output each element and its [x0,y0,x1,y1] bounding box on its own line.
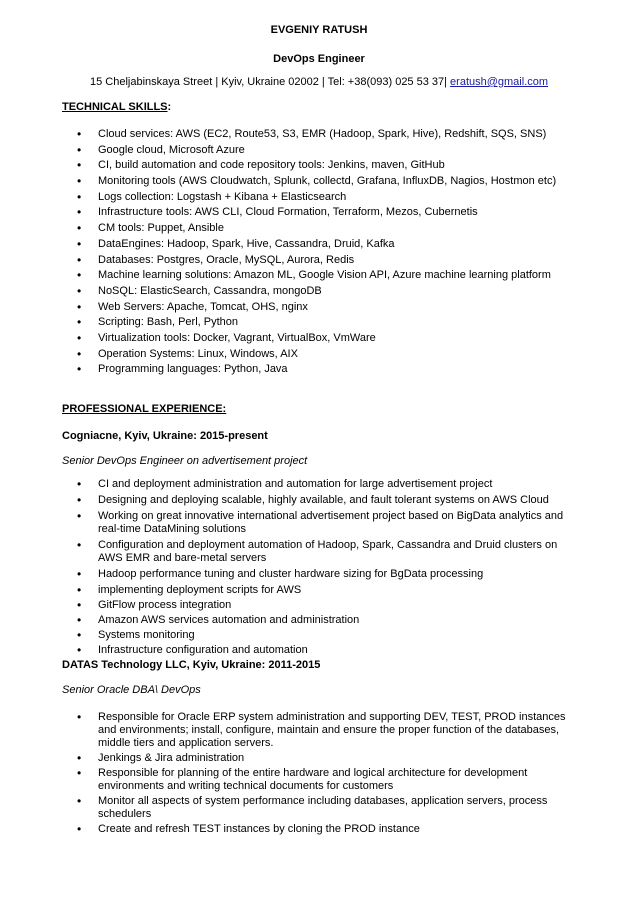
job-1-company: Cogniacne, Kyiv, Ukraine: 2015-present [62,430,268,442]
list-item: • Infrastructure configuration and automation [62,644,582,657]
list-item: • Machine learning solutions: Amazon ML, Google Vision API, Azure machine learning platform [62,269,582,282]
job-1-position: Senior DevOps Engineer on advertisement project [62,455,308,467]
list-item: • DataEngines: Hadoop, Spark, Hive, Cassandra, Druid, Kafka [62,238,582,251]
list-item: • Infrastructure tools: AWS CLI, Cloud Formation, Terraform, Mezos, Cubernetis [62,206,582,219]
list-item: • Virtualization tools: Docker, Vagrant, VirtualBox, VmWare [62,332,582,345]
list-item: • Hadoop performance tuning and cluster hardware sizing for BgData processing [62,568,582,581]
list-item: • Cloud services: AWS (EC2, Route53, S3, EMR (Hadoop, Spark, Hive), Redshift, SQS, SNS) [62,128,582,141]
list-item: • Logs collection: Logstash + Kibana + Elasticsearch [62,191,582,204]
list-item: • Amazon AWS services automation and administration [62,614,582,627]
list-item: • Scripting: Bash, Perl, Python [62,316,582,329]
list-item: • Web Servers: Apache, Tomcat, OHS, nginx [62,301,582,314]
list-item: • Monitor all aspects of system performance including databases, application servers, process schedulers [62,795,582,821]
list-item: • Systems monitoring [62,629,582,642]
list-item: • CI, build automation and code repository tools: Jenkins, maven, GitHub [62,159,582,172]
job-1-duties [62,478,582,657]
list-item: • Google cloud, Microsoft Azure [62,144,582,157]
list-item: • Responsible for Oracle ERP system administration and supporting DEV, TEST, PROD instances and environments; install, configure, maintain and ensure the proper function of the databases, middle tiers and application servers. [62,711,582,750]
list-item: • implementing deployment scripts for AWS [62,584,582,597]
list-item: • CI and deployment administration and automation for large advertisement project [62,478,582,491]
email-link[interactable]: eratush@gmail.com [450,76,549,88]
job-2-duties [62,711,582,836]
resume-name: EVGENIY RATUSH [270,24,368,36]
job-2-position: Senior Oracle DBA\ DevOps [62,684,201,696]
list-item: • Programming languages: Python, Java [62,363,582,376]
experience-heading-text: PROFESSIONAL EXPERIENCE: [62,403,227,415]
list-item: • Monitoring tools (AWS Cloudwatch, Splunk, collectd, Grafana, InfluxDB, Nagios, Hostmon etc) [62,175,582,188]
contact-details: 15 Cheljabinskaya Street | Kyiv, Ukraine 02002 | Tel: +38(093) 025 53 37| [89,76,451,88]
experience-heading [62,403,226,415]
technical-skills-heading-colon: : [167,101,172,113]
list-item: • Jenkings & Jira administration [62,752,582,765]
technical-skills-heading [62,101,171,113]
list-item: • Designing and deploying scalable, highly available, and fault tolerant systems on AWS Cloud [62,494,582,507]
list-item: • Responsible for planning of the entire hardware and logical architecture for development environments and writing technical documents for customers [62,767,582,793]
list-item: • Databases: Postgres, Oracle, MySQL, Aurora, Redis [62,254,582,267]
skills-list [62,128,582,379]
list-item: • CM tools: Puppet, Ansible [62,222,582,235]
technical-skills-heading-text: TECHNICAL SKILLS [62,101,168,113]
list-item: • Configuration and deployment automation of Hadoop, Spark, Cassandra and Druid clusters on AWS EMR and bare-metal servers [62,539,582,565]
list-item: • Operation Systems: Linux, Windows, AIX [62,348,582,361]
job-2-company: DATAS Technology LLC, Kyiv, Ukraine: 2011-2015 [62,659,321,671]
list-item: • Working on great innovative international advertisement project based on BigData analytics and real-time DataMining solutions [62,510,582,536]
contact-line [0,76,638,88]
list-item: • Create and refresh TEST instances by cloning the PROD instance [62,823,582,836]
list-item: • GitFlow process integration [62,599,582,612]
list-item: • NoSQL: ElasticSearch, Cassandra, mongoDB [62,285,582,298]
resume-title: DevOps Engineer [273,53,365,65]
